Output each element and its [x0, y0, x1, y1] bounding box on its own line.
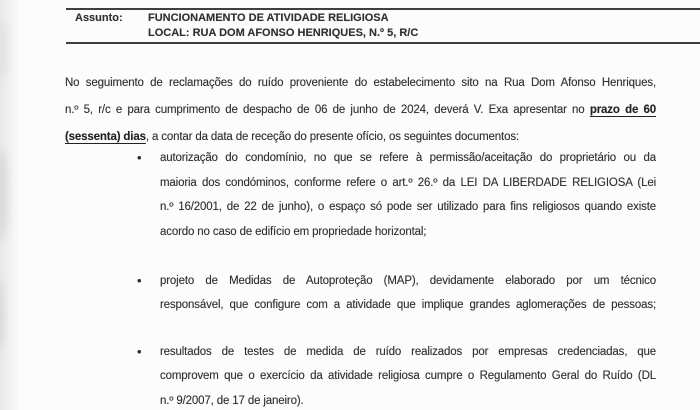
list-item-line: resultados de testes de medida de ruído realizados por empresas credenciadas, que: [160, 345, 656, 358]
list-item-line: n.º 9/2007, de 17 de janeiro).: [160, 394, 304, 407]
location-value-line: LOCAL: RUA DOM AFONSO HENRIQUES, N.º 5, R/C: [148, 27, 419, 39]
paragraph-line-2-text: n.º 5, r/c e para cumprimento de despacho de 06 de junho de 2024, deverá V. Exa apresentar no: [65, 104, 590, 116]
paragraph-line-2: [65, 97, 656, 124]
list-item-line: n.º 16/2001, de 22 de junho), o espaço só pode ser utilizado para fins religiosos quando existe: [160, 201, 656, 213]
paragraph-line-1: No seguimento de reclamações do ruído proveniente do estabelecimento sito na Rua Dom Afonso Henriques,: [65, 77, 656, 89]
scan-smudge: [0, 20, 8, 80]
deadline-highlight-start: prazo de 60: [589, 104, 656, 116]
deadline-highlight-end: (sessenta) dias: [65, 131, 146, 143]
required-documents-list: [137, 146, 656, 410]
bullet-icon: •: [137, 272, 142, 288]
paragraph-line-3-text: , a contar da data de receção do presente ofício, os seguintes documentos:: [145, 131, 519, 143]
subject-block: [148, 11, 418, 41]
list-item-line: comprovem que o exercício da atividade religiosa cumpre o Regulamento Geral do Ruído (DL: [160, 370, 656, 382]
list-item-line: maioria dos condóminos, conforme refere o art.º 26.º da LEI DA LIBERDADE RELIGIOSA (Lei: [160, 176, 656, 189]
list-item-line: projeto de Medidas de Autoproteção (MAP), devidamente elaborado por um técnico: [160, 274, 656, 287]
bullet-icon: •: [137, 343, 142, 359]
list-item-authorization: [137, 146, 656, 244]
list-item-line: autorização do condomínio, no que se refere à permissão/aceitação do proprietário ou da: [160, 152, 656, 164]
list-item-noise-tests: [137, 340, 656, 410]
header-rule-bottom: [66, 42, 700, 44]
list-item-line: acordo no caso de edifício em propriedade horizontal;: [160, 225, 427, 238]
header-rule-top: [66, 8, 700, 10]
list-item-line: responsável, que configure com a atividade que implique grandes aglomerações de pessoas;: [160, 299, 656, 311]
bullet-icon: •: [137, 150, 142, 165]
body-paragraph: [65, 70, 656, 151]
subject-label: Assunto:: [75, 12, 123, 24]
subject-value-line: FUNCIONAMENTO DE ATIVIDADE RELIGIOSA: [148, 12, 389, 24]
list-item-map-project: [137, 269, 656, 318]
